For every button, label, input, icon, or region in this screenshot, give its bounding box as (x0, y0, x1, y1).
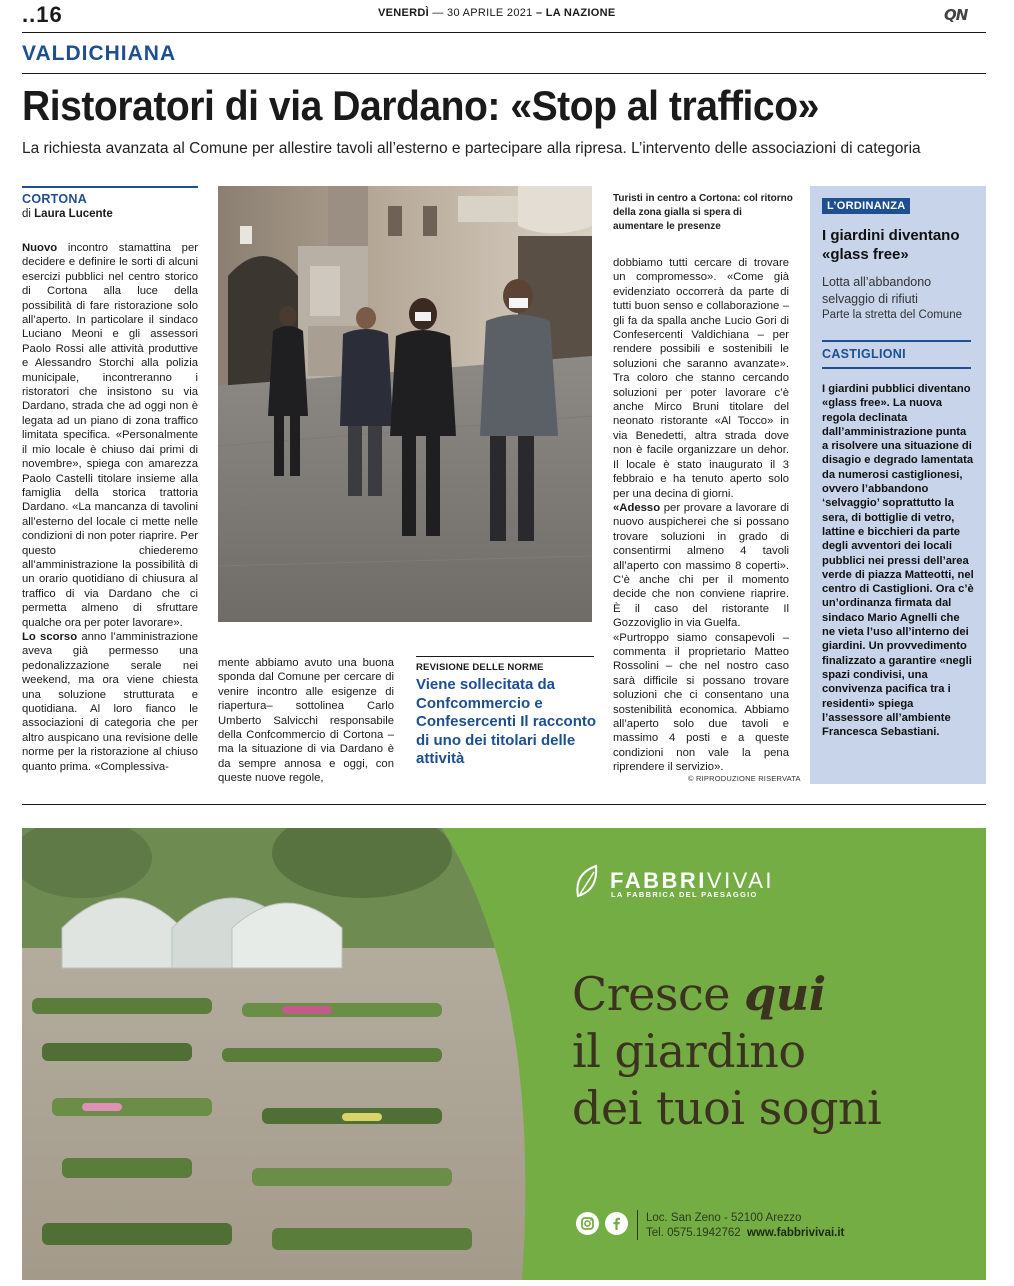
dateline-newspaper: LA NAZIONE (545, 7, 616, 19)
instagram-icon[interactable] (576, 1212, 599, 1235)
article-paragraph (613, 501, 789, 631)
ad-phone: Tel. 0575.1942762 (646, 1227, 741, 1239)
dateline-day: VENERDÌ (378, 7, 429, 19)
paragraph-text: anno l’amministrazione aveva già permesso una pedonalizzazione serale nei weekend, ma ora viene chiesta una soluzione strutturata e quotidiana. Al loro fianco le associazioni di categoria che per altro auspicano una revisione delle norme per la ristorazione al chiuso quanto prima. «Complessiva- (22, 630, 198, 773)
byline-author-name: Laura Lucente (34, 208, 113, 220)
pull-quote-label: REVISIONE DELLE NORME (416, 662, 544, 673)
byline-rule (22, 186, 198, 188)
dateline-dash: – (535, 7, 543, 19)
dateline-date: 30 APRILE 2021 (447, 7, 533, 19)
ad-contact (646, 1211, 844, 1241)
facebook-glyph (605, 1212, 628, 1235)
sidebar-box (810, 186, 986, 784)
section-label: VALDICHIANA (22, 42, 177, 65)
lead-word: «Adesso (613, 501, 661, 514)
paragraph-text: incontro stamattina per decidere e definire le sorti di alcuni esercizi pubblici nel centro storico di Cortona alla luce della possibilità di fare ristorazione solo all’aperto. In particolare il sindaco Luciano Meoni e gli assessori Paolo Rossi alle attività produttive e Alessandro Storchi alla polizia municipale, incontreranno i ristoratori che insistono su via Dardano, strada che ad oggi non è legata ad un piano di zona traffico limitata specifica. «Personalmente il mio locale è chiuso dai primi di novembre», spiega con amarezza Paolo Castelli titolare insieme alla famiglia della storica trattoria Dardano. «La mancanza di tavolini all’esterno del locale ci mette nelle condizioni di non poter riaprire. Per questo chiederemo all’amministrazione la possibilità di un orario quotidiano di chiusura al traffico di via Dardano che ci permetta almeno di sfruttare qualche ora per poter lavorare». (22, 242, 198, 629)
article-paragraph (22, 241, 198, 630)
ad-website-link[interactable]: www.fabbrivivai.it (747, 1227, 845, 1239)
ad-phone-line (646, 1226, 844, 1241)
article-paragraph (22, 630, 198, 774)
sidebar-body: I giardini pubblici diventano «glass free». La nuova regola declinata dall’amministrazione punta a risolvere una situazione di disagio e degrado lamentata da numerosi castiglionesi, ovvero l’abbandono ‘selvaggio’ soprattutto la sera, di bottiglie di vetro, lattine e bicchieri da parte degli avventori dei locali pubblici nei pressi dell’area verde di piazza Matteotti, nel centro di Castiglioni. Ora c’è un’ordinanza firmata dal sindaco Mario Agnelli che ne vieta l’uso all’interno dei giardini. Un provvedimento finalizzato a garantire «negli spazi condivisi, una convivenza pacifica tra i residenti» spiega l’assessore all’ambiente Francesca Sebastiani. (822, 383, 974, 739)
lead-word: Nuovo (22, 242, 58, 254)
brand-tagline: LA FABBRICA DEL PAESAGGIO (611, 890, 758, 899)
slogan-line-2: il giardino (572, 1024, 806, 1078)
paragraph-text: per provare a lavorare di nuovo auspicherei che si possano trovare soluzioni in grado di consentirmi almeno 4 tavoli all’aperto con massimo 8 coperti». C’è anche chi per il momento decide che non conviene riaprire. È il caso del ristorante Il Gozzoviglio in via Guelfa. (613, 501, 789, 630)
slogan-emphasis: qui (744, 967, 826, 1021)
leaf-icon (572, 864, 606, 900)
pull-quote-rule (416, 656, 594, 657)
article-paragraph: mente abbiamo avuto una buona sponda dal Comune per cercare di venire incontro alle esigenze di riapertura– sottolinea Carlo Umberto Salvicchi responsabile della Confcommercio di Cortona – ma la situazione di via Dardano è da sempre annosa e oggi, con queste nuove regole, (218, 657, 394, 785)
page-number: ..16 (22, 2, 63, 27)
sidebar-subtext: Parte la stretta del Comune (822, 309, 962, 321)
article-paragraph: «Purtroppo siamo consapevoli – commenta il proprietario Matteo Rossolini – che nel nostro caso sarà difficile si possano trovare soluzioni che ci consentano una sostenibilità economica. Abbiamo all’aperto solo due tavoli e massimo 4 posti e a queste condizioni non vale la pena riprendere il servizio». (613, 631, 789, 774)
article-paragraph: dobbiamo tutti cercare di trovare un compromesso». «Come già evidenziato occorrerà da parte di tutti buon senso e collaborazione – gli fa da spalla anche Lucio Gori di Confesercenti Valdichiana – per rendere possibili e sostenibili le soluzioni che saranno avanzate». Tra coloro che stanno cercando soluzioni per poter lavorare c’è anche Mirco Bruni titolare del neonato ristorante «Al Tocco» in via Benedetti, altra strada dove non è facile organizzare un dehor. Il locale è stato inaugurato il 3 febbraio e ha tenuto aperto solo per una decina di giorni. (613, 257, 789, 500)
article-column-3 (613, 256, 789, 775)
pull-quote-text: Viene sollecitata da Confcommercio e Confesercenti Il racconto di uno dei titolari delle attività (416, 676, 597, 768)
brand-name-bold: FABBRI (610, 868, 707, 893)
slogan-line-3: dei tuoi sogni (572, 1081, 882, 1135)
article-photo (218, 186, 592, 622)
byline-author (22, 208, 113, 220)
dateline-separator: — (432, 7, 444, 19)
article-column-1 (22, 241, 198, 774)
sidebar-tag: L’ORDINANZA (822, 198, 910, 214)
section-rule (22, 73, 986, 74)
article-column-2 (218, 656, 394, 786)
facebook-icon[interactable] (605, 1212, 628, 1235)
qn-logo: QN (944, 6, 968, 24)
sidebar-title: I giardini diventano «glass free» (822, 227, 960, 263)
dateline (378, 7, 616, 19)
ad-address: Loc. San Zeno - 52100 Arezzo (646, 1212, 802, 1224)
brand-name-light: VIVAI (706, 868, 775, 893)
sidebar-rule (822, 367, 971, 369)
ad-divider-rule (22, 804, 986, 805)
street-scene-photo (218, 186, 592, 622)
ad-contact-divider (637, 1210, 638, 1240)
sidebar-heading: CASTIGLIONI (822, 347, 906, 361)
photo-caption: Turisti in centro a Cortona: col ritorno della zona gialla si spera di aumentare le presenze (613, 193, 793, 232)
ad-slogan (572, 966, 881, 1137)
sidebar-text: Lotta all’abbandono selvaggio di rifiuti (822, 275, 932, 306)
header-rule (22, 32, 986, 33)
byline-town: CORTONA (22, 192, 88, 206)
headline: Ristoratori di via Dardano: «Stop al traffico» (22, 82, 819, 129)
sidebar-rule (822, 340, 971, 342)
byline-di: di (22, 208, 31, 220)
slogan-word: Cresce (572, 967, 745, 1021)
instagram-glyph (576, 1212, 599, 1235)
lead-word: Lo scorso (22, 630, 78, 643)
slogan-line-1 (572, 966, 881, 1023)
copyright-notice: © RIPRODUZIONE RISERVATA (688, 774, 801, 783)
subheadline: La richiesta avanzata al Comune per allestire tavoli all’esterno e partecipare alla ripresa. L’intervento delle associazioni di categoria (22, 140, 921, 157)
